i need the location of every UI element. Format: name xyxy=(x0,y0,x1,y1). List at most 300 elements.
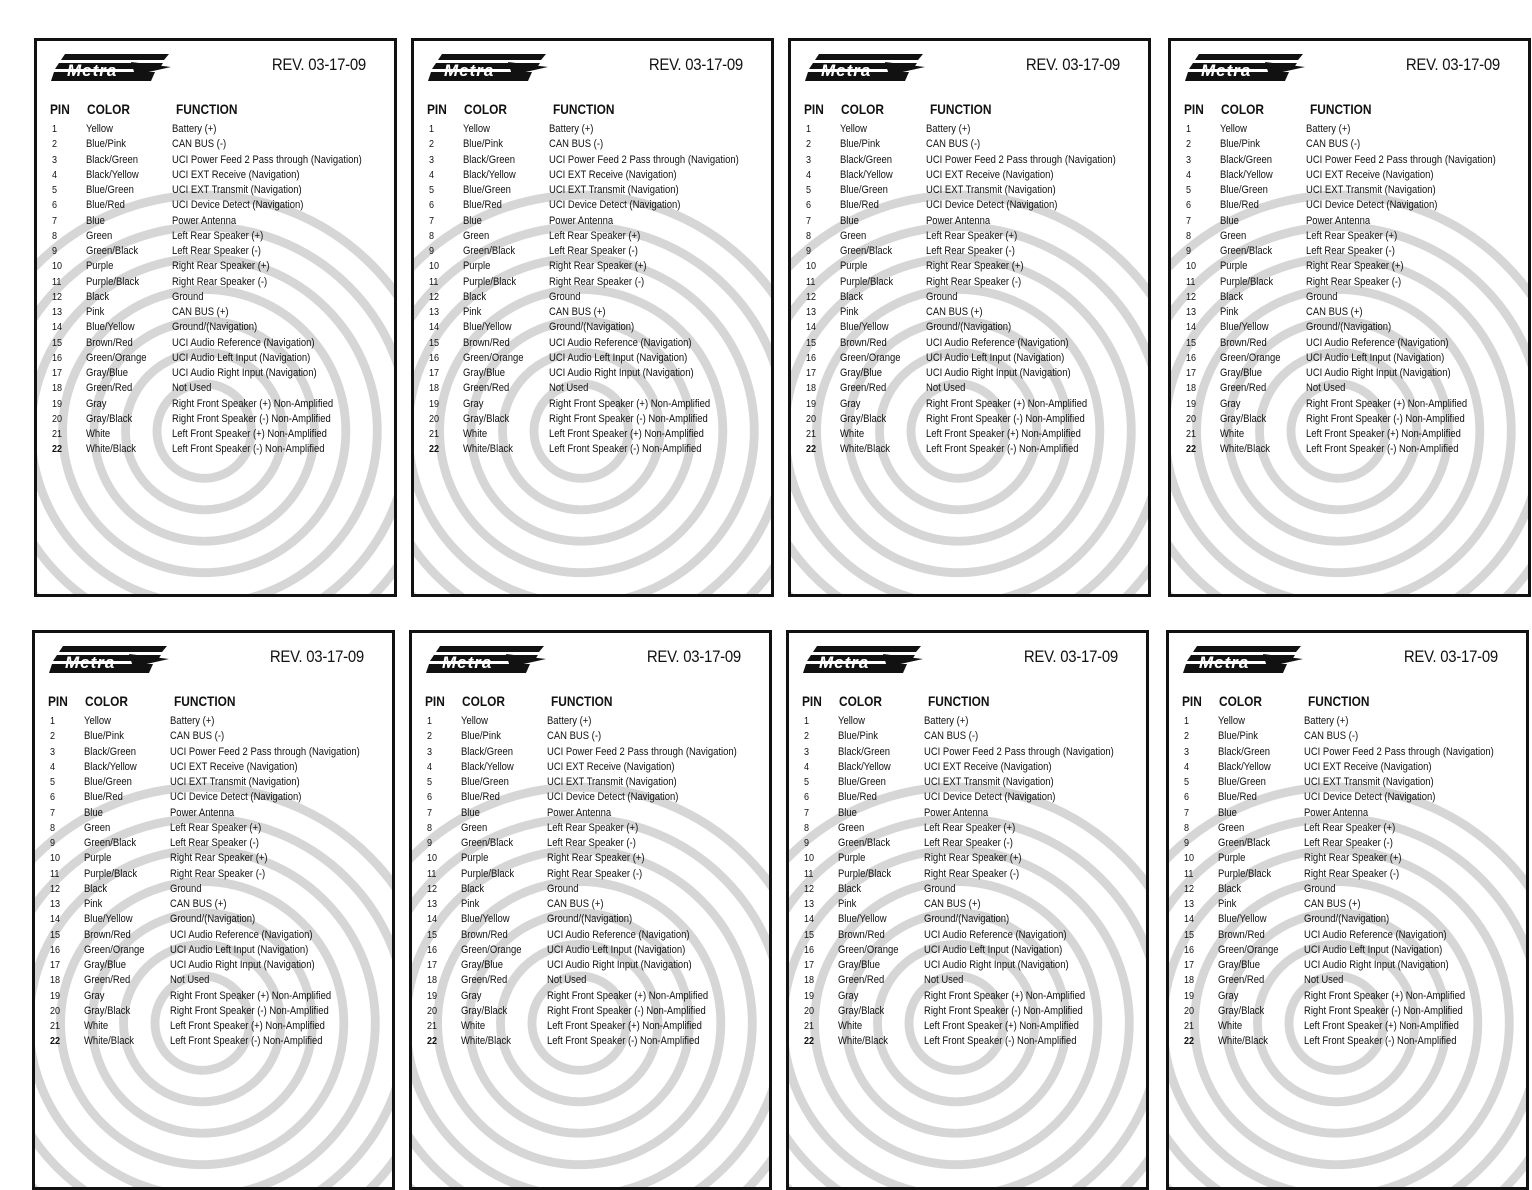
pin-number: 5 xyxy=(804,776,810,788)
pin-number: 18 xyxy=(50,974,61,987)
pinout-rows xyxy=(37,122,394,458)
wire-color: Blue/Green xyxy=(1220,184,1268,196)
wire-function: CAN BUS (+) xyxy=(549,306,606,318)
wire-color: Purple/Black xyxy=(463,275,517,288)
pinout-row xyxy=(412,943,769,958)
pinout-row xyxy=(1171,122,1528,137)
pinout-row xyxy=(37,427,394,442)
wire-color: Gray/Black xyxy=(463,412,510,425)
wire-function: Battery (+) xyxy=(1304,715,1349,727)
pinout-row xyxy=(412,897,769,912)
pinout-row xyxy=(412,760,769,775)
pinout-row xyxy=(789,897,1146,912)
wire-color: Gray/Blue xyxy=(463,367,506,379)
pinout-row xyxy=(412,775,769,790)
wire-function: UCI Device Detect (Navigation) xyxy=(547,791,679,804)
pin-number: 17 xyxy=(50,959,61,971)
wire-color: Blue/Pink xyxy=(1218,730,1258,743)
wire-function: Right Rear Speaker (-) xyxy=(170,867,266,880)
wire-function: UCI Audio Left Input (Navigation) xyxy=(549,351,688,364)
wire-color: Gray xyxy=(461,989,482,1002)
pin-number: 18 xyxy=(427,974,438,987)
pin-number: 11 xyxy=(1184,867,1194,880)
pinout-row xyxy=(789,973,1146,988)
pin-number: 18 xyxy=(429,382,440,395)
pinout-row xyxy=(414,137,771,152)
wire-color: Brown/Red xyxy=(463,336,510,349)
pinout-row xyxy=(37,122,394,137)
wire-color: White/Black xyxy=(84,1035,134,1048)
wire-function: UCI Power Feed 2 Pass through (Navigation) xyxy=(547,745,737,758)
pinout-row xyxy=(412,973,769,988)
wire-function: Ground xyxy=(172,290,204,303)
pin-number: 4 xyxy=(50,760,56,773)
revision-label: REV. 03-17-09 xyxy=(271,55,366,74)
wire-function: Left Rear Speaker (+) xyxy=(1304,821,1396,834)
wire-function: Left Rear Speaker (-) xyxy=(172,245,261,257)
wire-color: Blue xyxy=(838,806,857,819)
wire-color: Green/Black xyxy=(838,837,891,849)
pin-number: 22 xyxy=(804,1035,815,1048)
pinout-row xyxy=(791,198,1148,213)
pin-number: 16 xyxy=(429,351,440,364)
pin-number: 16 xyxy=(1186,351,1197,364)
pin-header: PIN xyxy=(425,693,445,709)
wire-color: Yellow xyxy=(86,123,114,135)
wire-function: UCI Audio Right Input (Navigation) xyxy=(549,367,694,379)
revision-label: REV. 03-17-09 xyxy=(1403,647,1498,666)
pinout-row xyxy=(791,336,1148,351)
pin-number: 21 xyxy=(1186,428,1197,440)
pin-number: 10 xyxy=(804,852,815,865)
wire-color: White xyxy=(84,1020,109,1032)
pinout-card-2 xyxy=(411,38,774,597)
wire-color: Green/Black xyxy=(84,837,137,849)
pinout-card-7 xyxy=(786,630,1149,1190)
wire-function: Ground/(Navigation) xyxy=(170,913,256,926)
logo-text: Metra xyxy=(67,61,118,80)
pin-number: 4 xyxy=(806,168,812,181)
pin-number: 5 xyxy=(429,184,435,196)
pinout-row xyxy=(1169,1004,1526,1019)
wire-color: Black xyxy=(84,882,108,895)
pinout-row xyxy=(35,943,392,958)
pin-number: 11 xyxy=(52,275,62,288)
pinout-row xyxy=(412,745,769,760)
revision-label: REV. 03-17-09 xyxy=(648,55,743,74)
wire-function: Right Rear Speaker (-) xyxy=(1306,275,1402,288)
pin-number: 9 xyxy=(804,837,810,849)
pinout-row xyxy=(37,259,394,274)
pin-number: 18 xyxy=(1184,974,1195,987)
pin-number: 13 xyxy=(1186,306,1197,318)
pinout-row xyxy=(35,851,392,866)
wire-color: Blue/Yellow xyxy=(461,913,510,926)
wire-color: Black/Yellow xyxy=(840,168,893,181)
wire-color: Green/Black xyxy=(86,245,139,257)
pin-number: 13 xyxy=(1184,898,1195,910)
wire-color: Green/Orange xyxy=(86,351,147,364)
wire-function: UCI Device Detect (Navigation) xyxy=(549,199,681,212)
wire-function: Battery (+) xyxy=(549,123,594,135)
pinout-row xyxy=(412,912,769,927)
function-header: FUNCTION xyxy=(1308,693,1370,709)
pin-number: 16 xyxy=(804,943,815,956)
pin-number: 14 xyxy=(50,913,61,926)
wire-function: CAN BUS (+) xyxy=(924,898,981,910)
pin-number: 16 xyxy=(50,943,61,956)
wire-color: White/Black xyxy=(838,1035,888,1048)
pinout-row xyxy=(37,229,394,244)
metra-logo xyxy=(805,51,925,85)
pin-number: 8 xyxy=(427,821,433,834)
pinout-row xyxy=(37,168,394,183)
pinout-row xyxy=(791,290,1148,305)
pinout-row xyxy=(414,168,771,183)
wire-color: Gray/Blue xyxy=(84,959,127,971)
pin-number: 18 xyxy=(52,382,63,395)
wire-color: Green xyxy=(463,229,490,242)
pinout-row xyxy=(37,290,394,305)
wire-function: Left Front Speaker (-) Non-Amplified xyxy=(172,443,325,456)
wire-color: Green/Red xyxy=(838,974,885,987)
pin-number: 6 xyxy=(427,791,433,804)
wire-function: UCI EXT Receive (Navigation) xyxy=(926,168,1054,181)
wire-color: Pink xyxy=(84,898,103,910)
wire-color: Black/Green xyxy=(461,745,514,758)
pin-number: 2 xyxy=(1184,730,1190,743)
wire-function: Not Used xyxy=(924,974,964,987)
wire-function: UCI EXT Receive (Navigation) xyxy=(547,760,675,773)
wire-color: Purple xyxy=(84,852,112,865)
pinout-row xyxy=(1169,973,1526,988)
pin-number: 3 xyxy=(1184,745,1190,758)
pinout-row xyxy=(414,320,771,335)
pinout-row xyxy=(789,729,1146,744)
pin-number: 20 xyxy=(804,1004,815,1017)
wire-function: Left Front Speaker (-) Non-Amplified xyxy=(547,1035,700,1048)
wire-color: Black xyxy=(840,290,864,303)
pin-header: PIN xyxy=(50,101,70,117)
wire-function: Ground xyxy=(926,290,958,303)
pinout-row xyxy=(414,259,771,274)
wire-color: Purple xyxy=(838,852,866,865)
pin-number: 12 xyxy=(804,882,815,895)
pinout-row xyxy=(789,821,1146,836)
pinout-row xyxy=(35,1004,392,1019)
pinout-row xyxy=(35,1034,392,1049)
pin-number: 8 xyxy=(429,229,435,242)
wire-function: CAN BUS (-) xyxy=(170,730,225,743)
wire-function: Left Front Speaker (+) Non-Amplified xyxy=(1304,1020,1459,1032)
wire-color: Purple xyxy=(1218,852,1246,865)
pin-number: 18 xyxy=(1186,382,1197,395)
pinout-row xyxy=(37,366,394,381)
function-header: FUNCTION xyxy=(176,101,238,117)
wire-function: UCI Audio Reference (Navigation) xyxy=(1306,336,1449,349)
wire-function: Left Rear Speaker (-) xyxy=(549,245,638,257)
wire-function: CAN BUS (+) xyxy=(926,306,983,318)
wire-color: Blue/Green xyxy=(840,184,888,196)
pinout-row xyxy=(1169,836,1526,851)
pinout-row xyxy=(1171,183,1528,198)
wire-function: Right Front Speaker (+) Non-Amplified xyxy=(926,397,1088,410)
pin-number: 5 xyxy=(806,184,812,196)
color-header: COLOR xyxy=(87,101,130,117)
pin-number: 6 xyxy=(52,199,58,212)
wire-color: Blue/Pink xyxy=(840,138,880,151)
wire-color: Blue/Red xyxy=(461,791,500,804)
wire-color: Green/Orange xyxy=(84,943,145,956)
wire-function: Right Rear Speaker (+) xyxy=(1306,260,1404,273)
pinout-row xyxy=(412,958,769,973)
pin-number: 20 xyxy=(52,412,63,425)
wire-color: Black/Green xyxy=(838,745,891,758)
wire-function: Left Rear Speaker (-) xyxy=(924,837,1013,849)
pin-number: 16 xyxy=(427,943,438,956)
wire-function: UCI Power Feed 2 Pass through (Navigation) xyxy=(1304,745,1494,758)
wire-color: Blue/Green xyxy=(1218,776,1266,788)
pin-number: 7 xyxy=(1184,806,1190,819)
wire-color: Brown/Red xyxy=(461,928,508,941)
wire-color: Yellow xyxy=(1220,123,1248,135)
wire-color: Purple xyxy=(463,260,491,273)
wire-color: Gray xyxy=(1220,397,1241,410)
wire-function: UCI Audio Right Input (Navigation) xyxy=(1304,959,1449,971)
wire-function: Ground/(Navigation) xyxy=(1306,321,1392,334)
pinout-row xyxy=(414,305,771,320)
pin-header: PIN xyxy=(1184,101,1204,117)
wire-function: UCI Audio Reference (Navigation) xyxy=(549,336,692,349)
pinout-row xyxy=(791,137,1148,152)
wire-color: Black/Green xyxy=(1218,745,1271,758)
pin-number: 14 xyxy=(1184,913,1195,926)
wire-color: Green/Orange xyxy=(840,351,901,364)
pin-number: 12 xyxy=(427,882,438,895)
wire-function: UCI Power Feed 2 Pass through (Navigation) xyxy=(1306,153,1496,166)
pin-number: 4 xyxy=(1186,168,1192,181)
wire-color: Green/Orange xyxy=(463,351,524,364)
wire-color: Blue/Green xyxy=(838,776,886,788)
pin-number: 21 xyxy=(1184,1020,1195,1032)
wire-color: Blue/Green xyxy=(86,184,134,196)
wire-function: UCI EXT Transmit (Navigation) xyxy=(1306,184,1436,196)
pin-number: 6 xyxy=(50,791,56,804)
pinout-card-1 xyxy=(34,38,397,597)
pin-number: 4 xyxy=(1184,760,1190,773)
pin-number: 20 xyxy=(1184,1004,1195,1017)
wire-color: Green xyxy=(1218,821,1245,834)
pinout-row xyxy=(1171,381,1528,396)
wire-function: CAN BUS (+) xyxy=(1306,306,1363,318)
wire-color: Green/Black xyxy=(1220,245,1273,257)
wire-color: Pink xyxy=(461,898,480,910)
pinout-row xyxy=(789,790,1146,805)
wire-color: Black/Yellow xyxy=(461,760,514,773)
wire-color: Purple xyxy=(1220,260,1248,273)
wire-function: UCI Device Detect (Navigation) xyxy=(170,791,302,804)
pin-number: 8 xyxy=(1184,821,1190,834)
pin-header: PIN xyxy=(802,693,822,709)
wire-function: Right Rear Speaker (+) xyxy=(549,260,647,273)
pin-number: 10 xyxy=(806,260,817,273)
color-header: COLOR xyxy=(1221,101,1264,117)
pin-number: 16 xyxy=(806,351,817,364)
wire-function: UCI Device Detect (Navigation) xyxy=(924,791,1056,804)
wire-function: Right Front Speaker (-) Non-Amplified xyxy=(1304,1004,1463,1017)
pin-number: 14 xyxy=(804,913,815,926)
pin-number: 19 xyxy=(52,397,63,410)
pin-number: 14 xyxy=(806,321,817,334)
pinout-row xyxy=(412,806,769,821)
pinout-rows xyxy=(789,714,1146,1050)
wire-color: Blue/Yellow xyxy=(84,913,133,926)
pinout-row xyxy=(37,412,394,427)
wire-function: Not Used xyxy=(172,382,212,395)
pin-number: 1 xyxy=(50,715,56,727)
pin-number: 7 xyxy=(52,214,58,227)
wire-function: Right Front Speaker (-) Non-Amplified xyxy=(170,1004,329,1017)
pinout-row xyxy=(791,275,1148,290)
wire-function: Not Used xyxy=(547,974,587,987)
wire-function: Not Used xyxy=(549,382,589,395)
wire-color: Blue xyxy=(840,214,859,227)
pin-number: 2 xyxy=(804,730,810,743)
pinout-row xyxy=(412,714,769,729)
pinout-row xyxy=(789,928,1146,943)
wire-color: Black/Yellow xyxy=(1218,760,1271,773)
pin-number: 17 xyxy=(806,367,817,379)
pinout-row xyxy=(789,836,1146,851)
wire-color: Green/Red xyxy=(86,382,133,395)
wire-color: Blue/Pink xyxy=(1220,138,1260,151)
wire-function: CAN BUS (-) xyxy=(1304,730,1359,743)
logo-text: Metra xyxy=(65,653,116,672)
pin-number: 13 xyxy=(52,306,63,318)
wire-function: CAN BUS (-) xyxy=(1306,138,1361,151)
pin-number: 22 xyxy=(427,1035,438,1048)
wire-function: Left Front Speaker (-) Non-Amplified xyxy=(924,1035,1077,1048)
pin-number: 18 xyxy=(806,382,817,395)
pin-number: 9 xyxy=(806,245,812,257)
pin-number: 20 xyxy=(1186,412,1197,425)
pin-number: 1 xyxy=(429,123,435,135)
pinout-row xyxy=(37,336,394,351)
wire-color: Black/Green xyxy=(463,153,516,166)
pin-number: 5 xyxy=(1186,184,1192,196)
wire-function: Not Used xyxy=(1304,974,1344,987)
wire-color: Purple xyxy=(461,852,489,865)
wire-function: CAN BUS (-) xyxy=(926,138,981,151)
wire-function: Right Front Speaker (-) Non-Amplified xyxy=(547,1004,706,1017)
pin-number: 9 xyxy=(1184,837,1190,849)
pinout-row xyxy=(791,427,1148,442)
pin-number: 14 xyxy=(1186,321,1197,334)
metra-logo xyxy=(803,643,923,677)
wire-color: Black/Green xyxy=(84,745,137,758)
wire-color: Black/Green xyxy=(1220,153,1273,166)
pin-number: 12 xyxy=(806,290,817,303)
metra-logo xyxy=(428,51,548,85)
wire-function: Right Rear Speaker (-) xyxy=(172,275,268,288)
wire-function: Ground xyxy=(547,882,579,895)
pinout-row xyxy=(789,867,1146,882)
pinout-row xyxy=(35,836,392,851)
pinout-card-6 xyxy=(409,630,772,1190)
pin-number: 7 xyxy=(1186,214,1192,227)
wire-function: UCI Device Detect (Navigation) xyxy=(172,199,304,212)
pinout-row xyxy=(791,122,1148,137)
pin-number: 7 xyxy=(50,806,56,819)
wire-function: Right Front Speaker (-) Non-Amplified xyxy=(172,412,331,425)
wire-function: Left Rear Speaker (+) xyxy=(924,821,1016,834)
wire-function: Battery (+) xyxy=(926,123,971,135)
wire-function: Left Front Speaker (-) Non-Amplified xyxy=(1306,443,1459,456)
pinout-row xyxy=(1171,427,1528,442)
pinout-row xyxy=(35,1019,392,1034)
wire-color: Black/Green xyxy=(840,153,893,166)
wire-function: Battery (+) xyxy=(924,715,969,727)
wire-function: UCI Power Feed 2 Pass through (Navigation) xyxy=(924,745,1114,758)
revision-label: REV. 03-17-09 xyxy=(646,647,741,666)
pin-number: 7 xyxy=(427,806,433,819)
wire-function: Right Rear Speaker (+) xyxy=(547,852,645,865)
pinout-rows xyxy=(414,122,771,458)
pin-number: 11 xyxy=(1186,275,1196,288)
wire-function: Left Front Speaker (-) Non-Amplified xyxy=(1304,1035,1457,1048)
wire-function: Left Front Speaker (+) Non-Amplified xyxy=(172,428,327,440)
wire-color: Blue/Yellow xyxy=(1220,321,1269,334)
pinout-row xyxy=(1171,305,1528,320)
wire-color: Green/Red xyxy=(1220,382,1267,395)
pin-number: 1 xyxy=(1186,123,1192,135)
revision-label: REV. 03-17-09 xyxy=(1023,647,1118,666)
wire-function: UCI EXT Receive (Navigation) xyxy=(924,760,1052,773)
pinout-row xyxy=(1169,882,1526,897)
wire-color: Blue/Red xyxy=(86,199,125,212)
wire-function: Left Rear Speaker (+) xyxy=(926,229,1018,242)
pin-number: 17 xyxy=(1184,959,1195,971)
pinout-row xyxy=(1169,897,1526,912)
pin-number: 10 xyxy=(429,260,440,273)
wire-function: Right Front Speaker (+) Non-Amplified xyxy=(549,397,711,410)
pin-number: 15 xyxy=(1186,336,1197,349)
wire-color: Blue/Pink xyxy=(463,138,503,151)
wire-color: Brown/Red xyxy=(840,336,887,349)
wire-color: White/Black xyxy=(86,443,136,456)
wire-function: UCI Power Feed 2 Pass through (Navigation) xyxy=(926,153,1116,166)
pin-number: 9 xyxy=(429,245,435,257)
wire-function: Power Antenna xyxy=(172,214,237,227)
wire-color: Blue/Pink xyxy=(86,138,126,151)
wire-function: UCI EXT Receive (Navigation) xyxy=(1306,168,1434,181)
pinout-row xyxy=(1171,320,1528,335)
pinout-row xyxy=(37,305,394,320)
pinout-row xyxy=(37,214,394,229)
wire-color: Gray/Black xyxy=(84,1004,131,1017)
pin-number: 16 xyxy=(1184,943,1195,956)
wire-function: Battery (+) xyxy=(170,715,215,727)
wire-function: UCI EXT Transmit (Navigation) xyxy=(547,776,677,788)
wire-color: Blue/Green xyxy=(84,776,132,788)
wire-function: UCI Audio Left Input (Navigation) xyxy=(547,943,686,956)
wire-color: Blue/Green xyxy=(461,776,509,788)
wire-color: Brown/Red xyxy=(1218,928,1265,941)
wire-color: Blue/Yellow xyxy=(463,321,512,334)
wire-function: UCI Audio Reference (Navigation) xyxy=(926,336,1069,349)
wire-function: Power Antenna xyxy=(549,214,614,227)
pin-number: 15 xyxy=(806,336,817,349)
